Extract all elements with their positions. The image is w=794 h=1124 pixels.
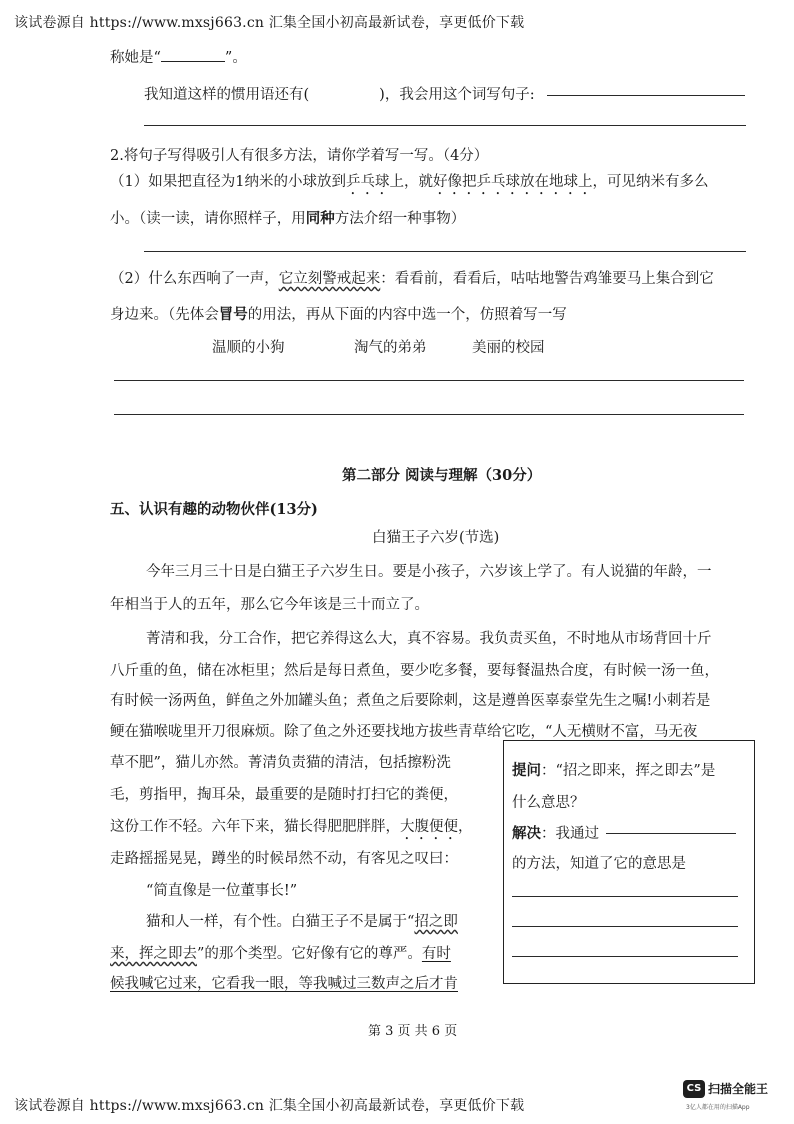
para2-line2: 八斤重的鱼，储在冰柜里；然后是每日煮鱼，要少吃多餐，要每餐温热合度，有时候一汤一鱼， [110,663,719,679]
part2-heading: 第二部分 阅读与理解（30分） [342,467,542,484]
text: （1）如果把直径为1纳米的小球放到 [110,174,346,190]
question-line-2 [144,83,535,104]
text: ：看看前，看看后，咕咕地警告鸡雏要马上集合到它 [380,271,714,287]
box-question [512,759,715,780]
question-line-1 [110,46,247,67]
para2-line3: 有时候一汤两鱼，鲜鱼之外加罐头鱼；煮鱼之后要除刺，这是遵兽医辜泰堂先生之嘱!小刺若是 [110,693,711,709]
text: ：我通过 [541,826,599,842]
line2-mid: )，我会用这个词写句子: [379,87,535,103]
para3-line2 [110,942,451,963]
para2-line4: 鲠在猫喉咙里开刀很麻烦。除了鱼之外还要找地方拔些青草给它吃，“人无横财不富，马无夜 [110,724,698,740]
box-question-line2: 什么意思？ [512,795,585,811]
q2-part2-line1 [110,267,714,288]
choice-2: 淘气的弟弟 [354,340,427,356]
answer-line[interactable] [144,125,746,126]
text: 方法介绍一种事物） [334,211,466,227]
logo-name: 扫描全能王 [708,1082,769,1096]
passage-title: 白猫王子六岁(节选) [372,530,500,546]
answer-line[interactable] [606,833,736,834]
section-heading: 五、认识有趣的动物伙伴(13分) [110,501,318,518]
text: ，可见纳米有多么 [592,174,709,190]
wavy-text: 招之即 [414,914,458,930]
label: 提问 [512,762,541,779]
header-source-text: 该试卷源自 https://www.mxsj663.cn 汇集全国小初高最新试卷，享更低价下载 [14,15,525,31]
emphasis-text: 大腹便便 [400,819,458,835]
q2-title: 2.将句子写得吸引人有很多方法，请你学着写一写。（4分） [110,148,489,164]
para2-line1: 菁清和我，分工合作，把它养得这么大，真不容易。我负责买鱼，不时地从市场背回十斤 [146,631,712,647]
logo-tagline: 3亿人都在用的扫描App [686,1104,750,1111]
page-number: 第 3 页 共 6 页 [368,1024,458,1039]
wavy-text: 它立刻警戒起来 [278,271,381,287]
text: 上，就 [389,174,433,190]
footer-source-text: 该试卷源自 https://www.mxsj663.cn 汇集全国小初高最新试卷，享更低价下载 [14,1098,525,1114]
q2-part1-line1 [110,170,708,198]
q2-part2-line2 [110,303,567,324]
answer-line[interactable] [144,251,746,252]
text: ”的那个类型。它好像有它的尊严。 [197,946,422,962]
para2-line8: 走路摇摇晃晃，蹲坐的时候昂然不动，有客见之叹曰： [110,851,458,867]
para1-line2: 年相当于人的五年，那么它今年该是三十而立了。 [110,597,429,613]
emphasis-text: 乒乓球 [345,174,390,190]
para2-line9: “简直像是一位董事长!” [146,883,298,899]
para1-line1: 今年三月三十日是白猫王子六岁生日。要是小孩子，六岁该上学了。有人说猫的年龄，一 [146,564,712,580]
answer-line[interactable] [114,380,744,381]
para3-line3: 候我喊它过来，它看我一眼，等我喊过三数声之后才肯 [110,976,458,992]
answer-line[interactable] [512,926,738,927]
camscanner-logo-icon: CS [683,1080,705,1098]
bold-text: 冒号 [218,306,248,323]
para2-line7 [110,815,473,843]
line2-pre: 我知道这样的惯用语还有( [144,87,310,103]
underlined-text: 有时 [421,946,451,962]
box-answer-line2: 的方法，知道了它的意思是 [512,856,686,872]
wavy-text: 来，挥之即去 [110,946,197,962]
line1-post: ”。 [224,50,247,66]
text: 小。（读一读，请你照样子，用 [110,211,306,227]
answer-line[interactable] [512,956,738,957]
box-answer [512,822,599,843]
text: 的用法，再从下面的内容中选一个，仿照着写一写 [247,307,567,323]
para3-line1 [146,910,458,931]
label: 解决 [512,825,541,842]
q2-part1-line2 [110,207,465,228]
para2-line6: 毛，剪指甲，掏耳朵，最重要的是随时打扫它的粪便， [110,787,458,803]
answer-line[interactable] [547,95,745,96]
choice-3: 美丽的校园 [472,340,545,356]
emphasis-text: 好像把乒乓球放在地球上 [432,174,593,190]
text: 猫和人一样，有个性。白猫王子不是属于“ [146,914,415,930]
text: （2）什么东西响了一声， [110,271,279,287]
answer-line[interactable] [512,896,738,897]
text: 身边来。（先体会 [110,307,219,323]
text: 这份工作不轻。六年下来，猫长得肥肥胖胖， [110,819,400,835]
text: ， [458,819,473,835]
para2-line5: 草不肥”，猫儿亦然。菁清负责猫的清洁，包括擦粉洗 [110,755,451,771]
line1-pre: 称她是“ [110,50,161,66]
answer-blank[interactable] [161,61,225,62]
choice-1: 温顺的小狗 [212,340,285,356]
bold-text: 同种 [305,210,335,227]
answer-line[interactable] [114,414,744,415]
text: ：“招之即来，挥之即去”是 [541,763,716,779]
